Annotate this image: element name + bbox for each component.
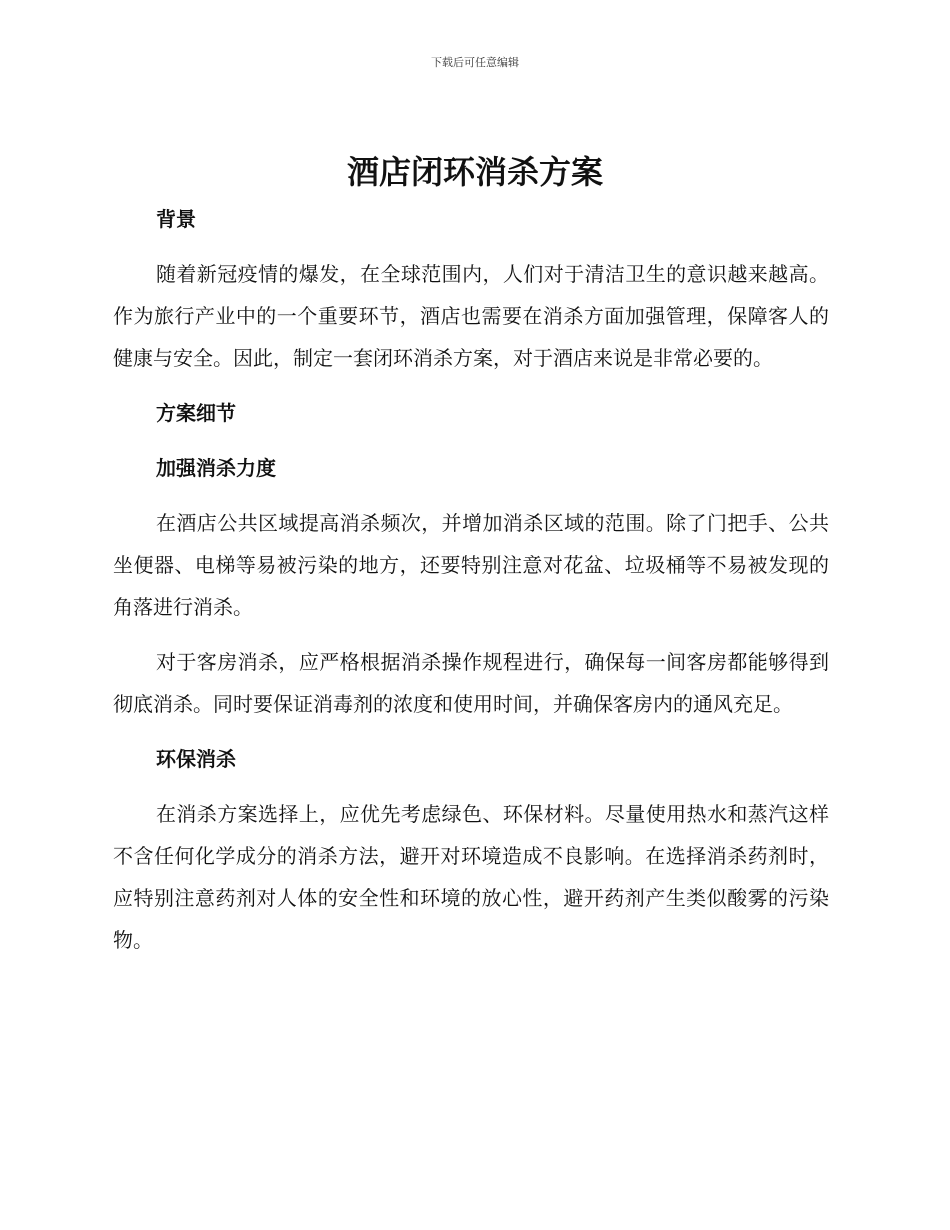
strengthen-paragraph-guest-rooms: 对于客房消杀，应严格根据消杀操作规程进行，确保每一间客房都能够得到彻底消杀。同时要保证消毒剂的浓度和使用时间，并确保客房内的通风充足。 bbox=[113, 650, 829, 716]
strengthen-paragraph-public-areas: 在酒店公共区域提高消杀频次，并增加消杀区域的范围。除了门把手、公共坐便器、电梯等易被污染的地方，还要特别注意对花盆、垃圾桶等不易被发现的角落进行消杀。 bbox=[113, 511, 829, 619]
strengthen-heading: 加强消杀力度 bbox=[156, 456, 276, 480]
background-heading: 背景 bbox=[156, 207, 196, 231]
header-note: 下载后可任意编辑 bbox=[431, 56, 519, 69]
background-paragraph: 随着新冠疫情的爆发，在全球范围内，人们对于清洁卫生的意识越来越高。作为旅行产业中的一个重要环节，酒店也需要在消杀方面加强管理，保障客人的健康与安全。因此，制定一套闭环消杀方案，对于酒店来说是非常必要的。 bbox=[113, 262, 829, 370]
document-body bbox=[113, 198, 829, 974]
eco-paragraph: 在消杀方案选择上，应优先考虑绿色、环保材料。尽量使用热水和蒸汽这样不含任何化学成分的消杀方法，避开对环境造成不良影响。在选择消杀药剂时，应特别注意药剂对人体的安全性和环境的放心性，避开药剂产生类似酸雾的污染物。 bbox=[113, 802, 829, 952]
eco-heading: 环保消杀 bbox=[156, 747, 236, 771]
details-heading: 方案细节 bbox=[156, 401, 236, 425]
document-title: 酒店闭环消杀方案 bbox=[346, 153, 603, 191]
